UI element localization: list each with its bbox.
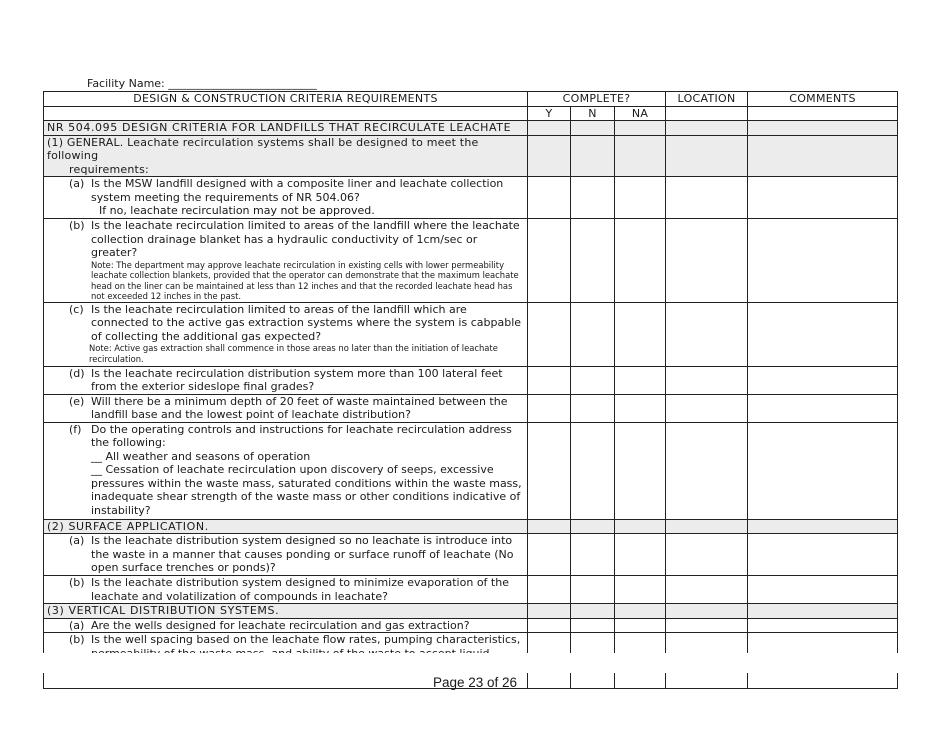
table-row [44,219,898,303]
y-cell[interactable] [528,219,571,303]
n-header: N [571,106,615,121]
item-label: (f) [69,422,82,436]
section-heading-cont: requirements: [69,162,149,176]
item-text: Is the leachate recirculation distribution system more than 100 lateral feet from the exterior sideslope final grades? [91,366,503,393]
table-row [44,302,898,366]
section-title: NR 504.095 DESIGN CRITERIA FOR LANDFILLS THAT RECIRCULATE LEACHATE [44,121,528,136]
item-note: Note: Active gas extraction shall commence in those areas no later than the initiation of leachate recirculation. [89,343,498,364]
item-text: Will there be a minimum depth of 20 feet of waste maintained between the landfill base and the lowest point of leachate distribution? [91,394,508,421]
table-row [44,534,898,576]
location-cell[interactable] [666,394,748,422]
na-cell[interactable] [615,302,666,366]
item-label: (a) [69,618,85,632]
table-row [44,177,898,219]
item-label: (b) [69,219,85,232]
section-heading: (3) VERTICAL DISTRIBUTION SYSTEMS. [44,604,528,619]
item-note: Note: The department may approve leachate recirculation in existing cells with lower permeability leachate collection blankets, provided that the operator can demonstrate that the maximum leachate head on the liner can be maintained at less than 12 inches and that the recorded leachate head has not exceeded 12 inches in the past. [91,259,519,301]
na-cell[interactable] [615,219,666,303]
location-cell[interactable] [666,219,748,303]
comments-cell[interactable] [748,618,898,633]
na-cell[interactable] [615,422,666,519]
item-text: Is the well spacing based on the leachate flow rates, pumping characteristics, [91,633,521,646]
n-cell[interactable] [571,422,615,519]
comments-cell[interactable] [748,366,898,394]
na-cell[interactable] [615,394,666,422]
requirements-header: DESIGN & CONSTRUCTION CRITERIA REQUIREMENTS [44,92,528,107]
na-header: NA [615,106,666,121]
item-option: __ Cessation of leachate recirculation upon discovery of seeps, excessive pressures within the waste mass, saturated conditions within the waste mass, inadequate shear strength of the waste mass or other conditions indicative of instability? [91,463,522,517]
y-cell[interactable] [528,394,571,422]
y-header: Y [528,106,571,121]
item-label: (a) [69,177,85,190]
location-header: LOCATION [666,92,748,107]
y-cell[interactable] [528,534,571,576]
item-label: (c) [69,302,84,316]
item-text: Do the operating controls and instructions for leachate recirculation address the following: [91,422,512,449]
comments-cell[interactable] [748,576,898,604]
comments-header: COMMENTS [748,92,898,107]
complete-header: COMPLETE? [528,92,666,107]
n-cell[interactable] [571,177,615,219]
n-cell[interactable] [571,366,615,394]
na-cell[interactable] [615,366,666,394]
location-cell[interactable] [666,534,748,576]
page-cutoff [42,653,898,673]
comments-cell[interactable] [748,219,898,303]
n-cell[interactable] [571,394,615,422]
table-row [44,394,898,422]
na-cell[interactable] [615,534,666,576]
y-cell[interactable] [528,618,571,633]
item-text: Are the wells designed for leachate recirculation and gas extraction? [91,618,470,632]
table-row [44,135,898,177]
n-cell[interactable] [571,302,615,366]
subheader-row [44,106,898,121]
header-row [44,92,898,107]
comments-cell[interactable] [748,177,898,219]
facility-name-field: Facility Name: ___________________________ [87,77,317,90]
item-label: (a) [69,534,85,547]
item-label: (e) [69,394,85,408]
n-cell[interactable] [571,576,615,604]
page-number: Page 23 of 26 [432,675,518,690]
location-cell[interactable] [666,576,748,604]
y-cell[interactable] [528,302,571,366]
table-row [44,121,898,136]
item-text: Is the leachate distribution system designed so no leachate is introduce into the waste in a manner that causes ponding or surface runoff of leachate (No open surface trenches or ponds)? [91,534,514,574]
item-option: __ All weather and seasons of operation [91,449,311,463]
n-cell[interactable] [571,534,615,576]
item-label: (b) [69,633,85,646]
location-cell[interactable] [666,618,748,633]
table-row [44,576,898,604]
y-cell[interactable] [528,422,571,519]
n-cell[interactable] [571,618,615,633]
table-row [44,618,898,633]
item-label: (d) [69,366,85,380]
na-cell[interactable] [615,576,666,604]
location-cell[interactable] [666,366,748,394]
comments-cell[interactable] [748,534,898,576]
section-heading: (2) SURFACE APPLICATION. [44,519,528,534]
item-label: (b) [69,576,85,589]
y-cell[interactable] [528,177,571,219]
item-text: Is the leachate recirculation limited to areas of the landfill where the leachate collection drainage blanket has a hydraulic conductivity of 1cm/sec or greater? [91,219,520,259]
location-cell[interactable] [666,302,748,366]
location-cell[interactable] [666,177,748,219]
comments-cell[interactable] [748,422,898,519]
table-row [44,422,898,519]
section-heading: (1) GENERAL. Leachate recirculation systems shall be designed to meet the following [47,135,479,162]
na-cell[interactable] [615,177,666,219]
table-row [44,519,898,534]
item-text: Is the leachate recirculation limited to areas of the landfill which are connected to the active gas extraction systems where the system is cabpable of collecting the additional gas expected? [91,302,522,343]
item-text: Is the leachate distribution system designed to minimize evaporation of the leachate and volatilization of compounds in leachate? [91,576,509,603]
table-row [44,604,898,619]
na-cell[interactable] [615,618,666,633]
item-text: Is the MSW landfill designed with a composite liner and leachate collection system meeting the requirements of NR 504.06? [91,177,504,204]
n-cell[interactable] [571,219,615,303]
checklist-table [43,91,898,689]
location-cell[interactable] [666,422,748,519]
y-cell[interactable] [528,576,571,604]
y-cell[interactable] [528,366,571,394]
comments-cell[interactable] [748,302,898,366]
comments-cell[interactable] [748,394,898,422]
table-row [44,366,898,394]
item-text: If no, leachate recirculation may not be approved. [99,204,375,217]
